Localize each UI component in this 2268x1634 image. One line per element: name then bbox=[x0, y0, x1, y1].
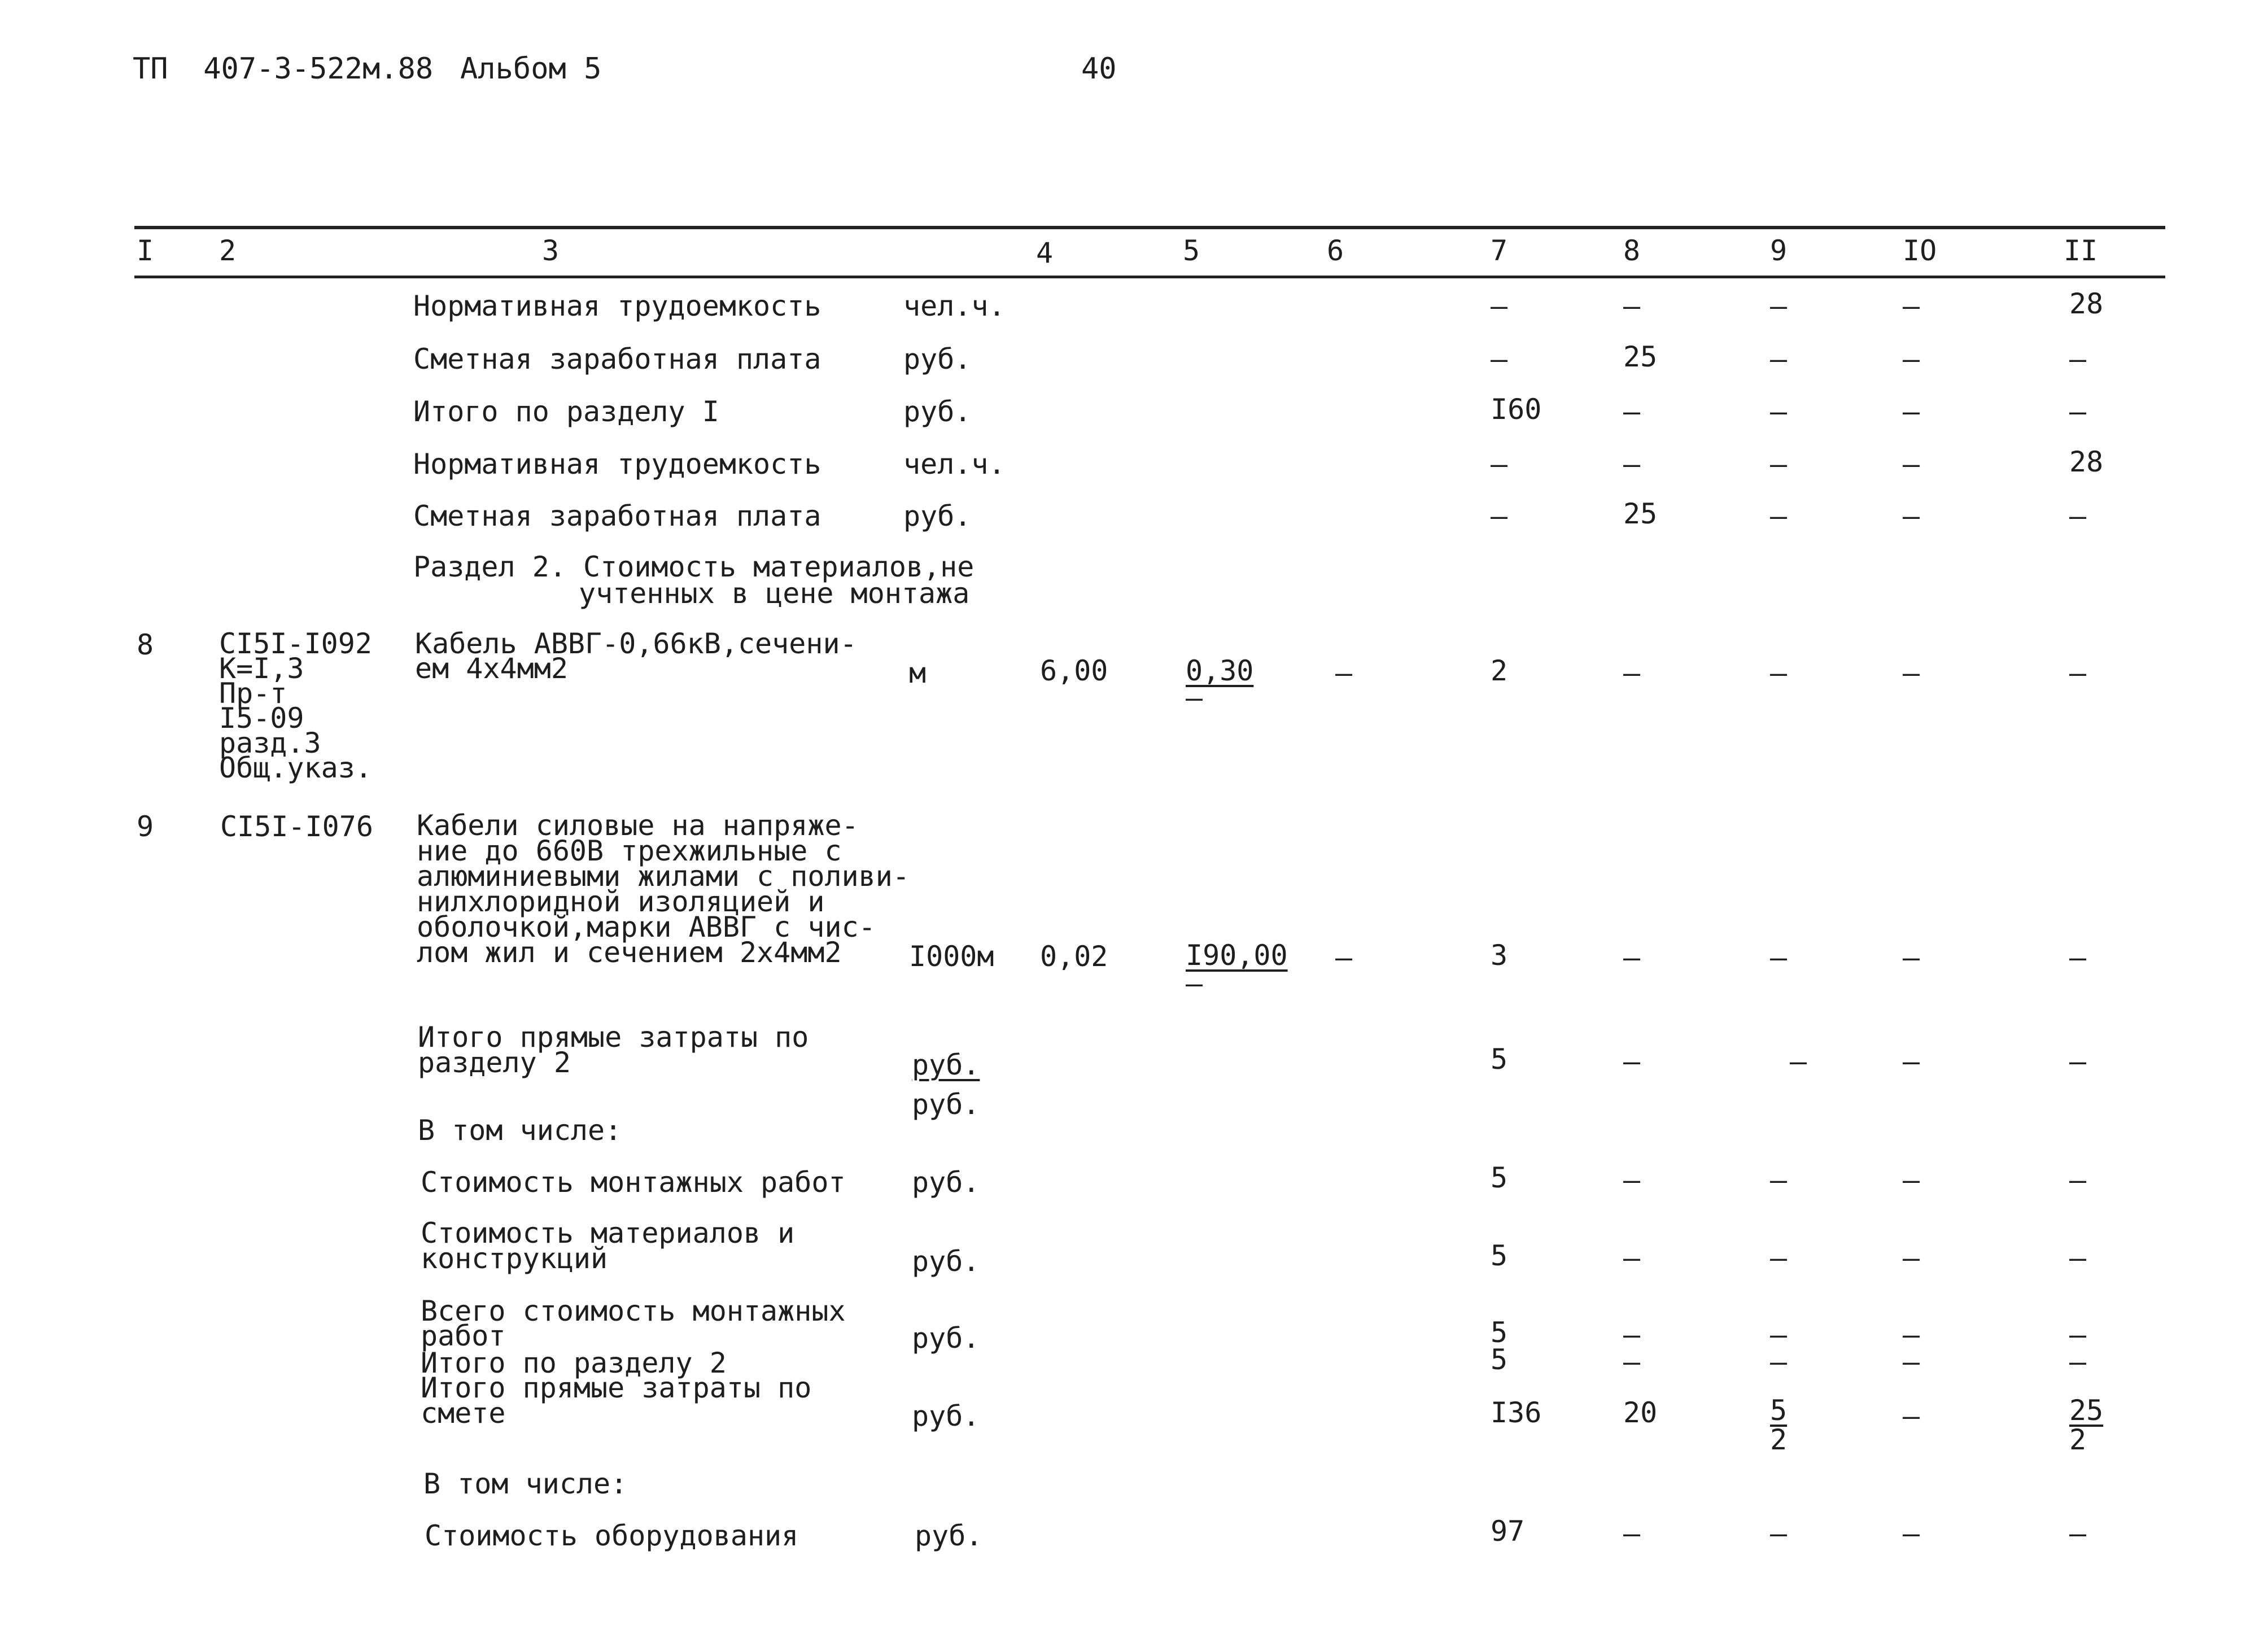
cell-col7: 5 bbox=[1491, 1161, 1508, 1194]
cell-col10: – bbox=[1903, 1400, 1920, 1432]
cell-col9: – bbox=[1770, 500, 1788, 532]
cell-col9: – bbox=[1770, 343, 1788, 375]
row-unit: руб. bbox=[912, 1245, 980, 1278]
column-header: 7 bbox=[1491, 234, 1508, 267]
row-label: Итого прямые затраты по смете bbox=[421, 1371, 812, 1430]
cell-col7: 3 bbox=[1491, 939, 1508, 972]
cell-col11: – bbox=[2069, 941, 2087, 974]
cell-col10: – bbox=[1903, 1345, 1920, 1378]
row-unit: руб. bbox=[912, 1400, 980, 1432]
cell-col11: 28 bbox=[2069, 445, 2104, 478]
cell-col11: – bbox=[2069, 1045, 2087, 1078]
cell-col8: – bbox=[1623, 657, 1641, 689]
item-number: 8 bbox=[137, 628, 154, 661]
row-unit: руб. bbox=[903, 500, 972, 532]
cell-col8: 20 bbox=[1623, 1396, 1658, 1429]
row-unit: руб. bbox=[912, 1048, 980, 1081]
row-label: Сметная заработная плата bbox=[413, 500, 821, 532]
cell-col6: – bbox=[1335, 657, 1353, 689]
cell-col7: 5 bbox=[1491, 1239, 1508, 1272]
album-label: Альбом 5 bbox=[460, 52, 602, 86]
column-header: 6 bbox=[1327, 234, 1344, 267]
column-header: IO bbox=[1903, 234, 1937, 267]
row-unit: руб. bbox=[912, 1166, 980, 1199]
cell-col9: – bbox=[1770, 1517, 1788, 1550]
cell-col11: – bbox=[2069, 1242, 2087, 1274]
column-header: 4 bbox=[1036, 237, 1054, 269]
cell-col10: – bbox=[1903, 395, 1920, 428]
row-label: Итого по разделу 2 bbox=[421, 1347, 727, 1379]
cell-col10: – bbox=[1903, 1045, 1920, 1078]
row-label: Нормативная трудоемкость bbox=[413, 290, 821, 322]
cell-col7: I36 bbox=[1491, 1396, 1542, 1429]
cell-col11: – bbox=[2069, 343, 2087, 375]
row-unit: руб. bbox=[903, 343, 972, 375]
cell-col8: – bbox=[1623, 290, 1641, 322]
column-header: II bbox=[2064, 234, 2098, 267]
cell-col10: – bbox=[1903, 290, 1920, 322]
cell-col10: – bbox=[1903, 657, 1920, 689]
cell-col9: – bbox=[1770, 1242, 1788, 1274]
row-unit: чел.ч. bbox=[903, 290, 1006, 322]
cell-col11: 28 bbox=[2069, 287, 2104, 320]
cell-col8: – bbox=[1623, 1517, 1641, 1550]
cell-col5-sub: – bbox=[1186, 681, 1203, 714]
table-top-rule bbox=[134, 226, 2165, 229]
cell-col11: – bbox=[2069, 1517, 2087, 1550]
item-code: CI5I-I076 bbox=[220, 810, 373, 843]
cell-col8: – bbox=[1623, 1045, 1641, 1078]
cell-col6: – bbox=[1335, 941, 1353, 974]
cell-col10: – bbox=[1903, 448, 1920, 480]
cell-col10: – bbox=[1903, 1318, 1920, 1351]
column-header: 9 bbox=[1770, 234, 1788, 267]
cell-col7: – bbox=[1491, 290, 1508, 322]
row-unit: руб. bbox=[915, 1519, 983, 1552]
cell-col9: – bbox=[1770, 448, 1788, 480]
item-description: Кабели силовые на напряже- ние до 660В трехжильные с алюминиевыми жилами с поливи- нилхлоридной изоляцией и оболочкой,марки АВВГ с чис- лом жил и сечением 2х4мм2 bbox=[417, 809, 910, 969]
row-unit: руб. bbox=[903, 395, 972, 428]
row-label: Нормативная трудоемкость bbox=[413, 448, 821, 480]
cell-col8: – bbox=[1623, 1345, 1641, 1378]
cell-col9-sub: 2 bbox=[1770, 1423, 1788, 1456]
cell-col11: – bbox=[2069, 657, 2087, 689]
cell-col8: – bbox=[1623, 1242, 1641, 1274]
row-label: Стоимость монтажных работ bbox=[421, 1166, 846, 1199]
cell-col5-sub: – bbox=[1186, 967, 1203, 1000]
row-label: В том числе: bbox=[418, 1114, 622, 1147]
row-unit: I000м bbox=[909, 940, 994, 973]
cell-col9: – bbox=[1770, 1345, 1788, 1378]
cell-col8: – bbox=[1623, 941, 1641, 974]
cell-col7: – bbox=[1491, 343, 1508, 375]
cell-col7: 97 bbox=[1491, 1515, 1525, 1548]
table-header-rule bbox=[134, 276, 2165, 278]
cell-col5: I90,00 bbox=[1186, 939, 1288, 972]
cell-col9: – bbox=[1770, 1164, 1788, 1196]
section-heading-line2: учтенных в цене монтажа bbox=[579, 577, 970, 610]
cell-col5: 0,30 bbox=[1186, 654, 1254, 687]
row-label: Итого прямые затраты по разделу 2 bbox=[418, 1021, 809, 1079]
cell-col10: – bbox=[1903, 1242, 1920, 1274]
section-heading-line1: Раздел 2. Стоимость материалов,не bbox=[413, 551, 975, 583]
column-header: 2 bbox=[219, 234, 237, 267]
cell-col11: – bbox=[2069, 500, 2087, 532]
cell-col9: – bbox=[1770, 1318, 1788, 1351]
cell-col7: 5 bbox=[1491, 1043, 1508, 1076]
cell-col8: 25 bbox=[1623, 497, 1658, 530]
cell-col7: 5 bbox=[1491, 1316, 1508, 1349]
cell-col11-sub: 2 bbox=[2069, 1423, 2087, 1456]
cell-col8: – bbox=[1623, 1318, 1641, 1351]
row-label: Стоимость оборудования bbox=[425, 1519, 799, 1552]
cell-col7: – bbox=[1491, 448, 1508, 480]
item-description: Кабель АВВГ-0,66кВ,сечени- ем 4х4мм2 bbox=[415, 627, 857, 685]
cell-col9: – bbox=[1770, 395, 1788, 428]
cell-col10: – bbox=[1903, 941, 1920, 974]
row-label: Итого по разделу I bbox=[413, 395, 719, 428]
cell-col9: – bbox=[1770, 941, 1788, 974]
cell-col8: – bbox=[1623, 448, 1641, 480]
document-code: ТП 407-3-522м.88 bbox=[133, 52, 434, 86]
cell-col7: I60 bbox=[1491, 393, 1542, 426]
cell-col9: – bbox=[1790, 1045, 1807, 1078]
row-unit: м bbox=[909, 657, 927, 689]
cell-col7: – bbox=[1491, 500, 1508, 532]
row-label: Всего стоимость монтажных работ bbox=[421, 1295, 846, 1352]
column-header: 3 bbox=[542, 234, 560, 267]
cell-col8: 25 bbox=[1623, 340, 1658, 373]
column-header: 5 bbox=[1183, 234, 1200, 267]
item-code: CI5I-I092 К=I,3 Пр-т I5-09 разд.3 Общ.указ. bbox=[219, 627, 372, 784]
item-number: 9 bbox=[137, 810, 154, 843]
cell-col10: – bbox=[1903, 500, 1920, 532]
cell-col11: 25 bbox=[2069, 1394, 2104, 1427]
cell-col9: 5 bbox=[1770, 1394, 1788, 1427]
column-header: I bbox=[137, 234, 154, 267]
cell-col11: – bbox=[2069, 1318, 2087, 1351]
cell-col10: – bbox=[1903, 343, 1920, 375]
cell-col10: – bbox=[1903, 1164, 1920, 1196]
page-number: 40 bbox=[1081, 52, 1117, 86]
cell-col10: – bbox=[1903, 1517, 1920, 1550]
row-label: Стоимость материалов и конструкций bbox=[421, 1217, 795, 1275]
cell-col8: – bbox=[1623, 1164, 1641, 1196]
column-header: 8 bbox=[1623, 234, 1641, 267]
row-unit-secondary: руб. bbox=[912, 1088, 980, 1121]
row-unit: руб. bbox=[912, 1322, 980, 1355]
cell-col11: – bbox=[2069, 1345, 2087, 1378]
cell-col11: – bbox=[2069, 1164, 2087, 1196]
cell-col9: – bbox=[1770, 657, 1788, 689]
cell-col7: 2 bbox=[1491, 654, 1508, 687]
cell-col4: 0,02 bbox=[1040, 940, 1108, 973]
cell-col7: 5 bbox=[1491, 1343, 1508, 1376]
cell-col11: – bbox=[2069, 395, 2087, 428]
row-unit: чел.ч. bbox=[903, 448, 1006, 480]
cell-col9: – bbox=[1770, 290, 1788, 322]
cell-col8: – bbox=[1623, 395, 1641, 428]
cell-col4: 6,00 bbox=[1040, 654, 1108, 687]
row-label: В том числе: bbox=[423, 1467, 628, 1500]
row-label: Сметная заработная плата bbox=[413, 343, 821, 375]
